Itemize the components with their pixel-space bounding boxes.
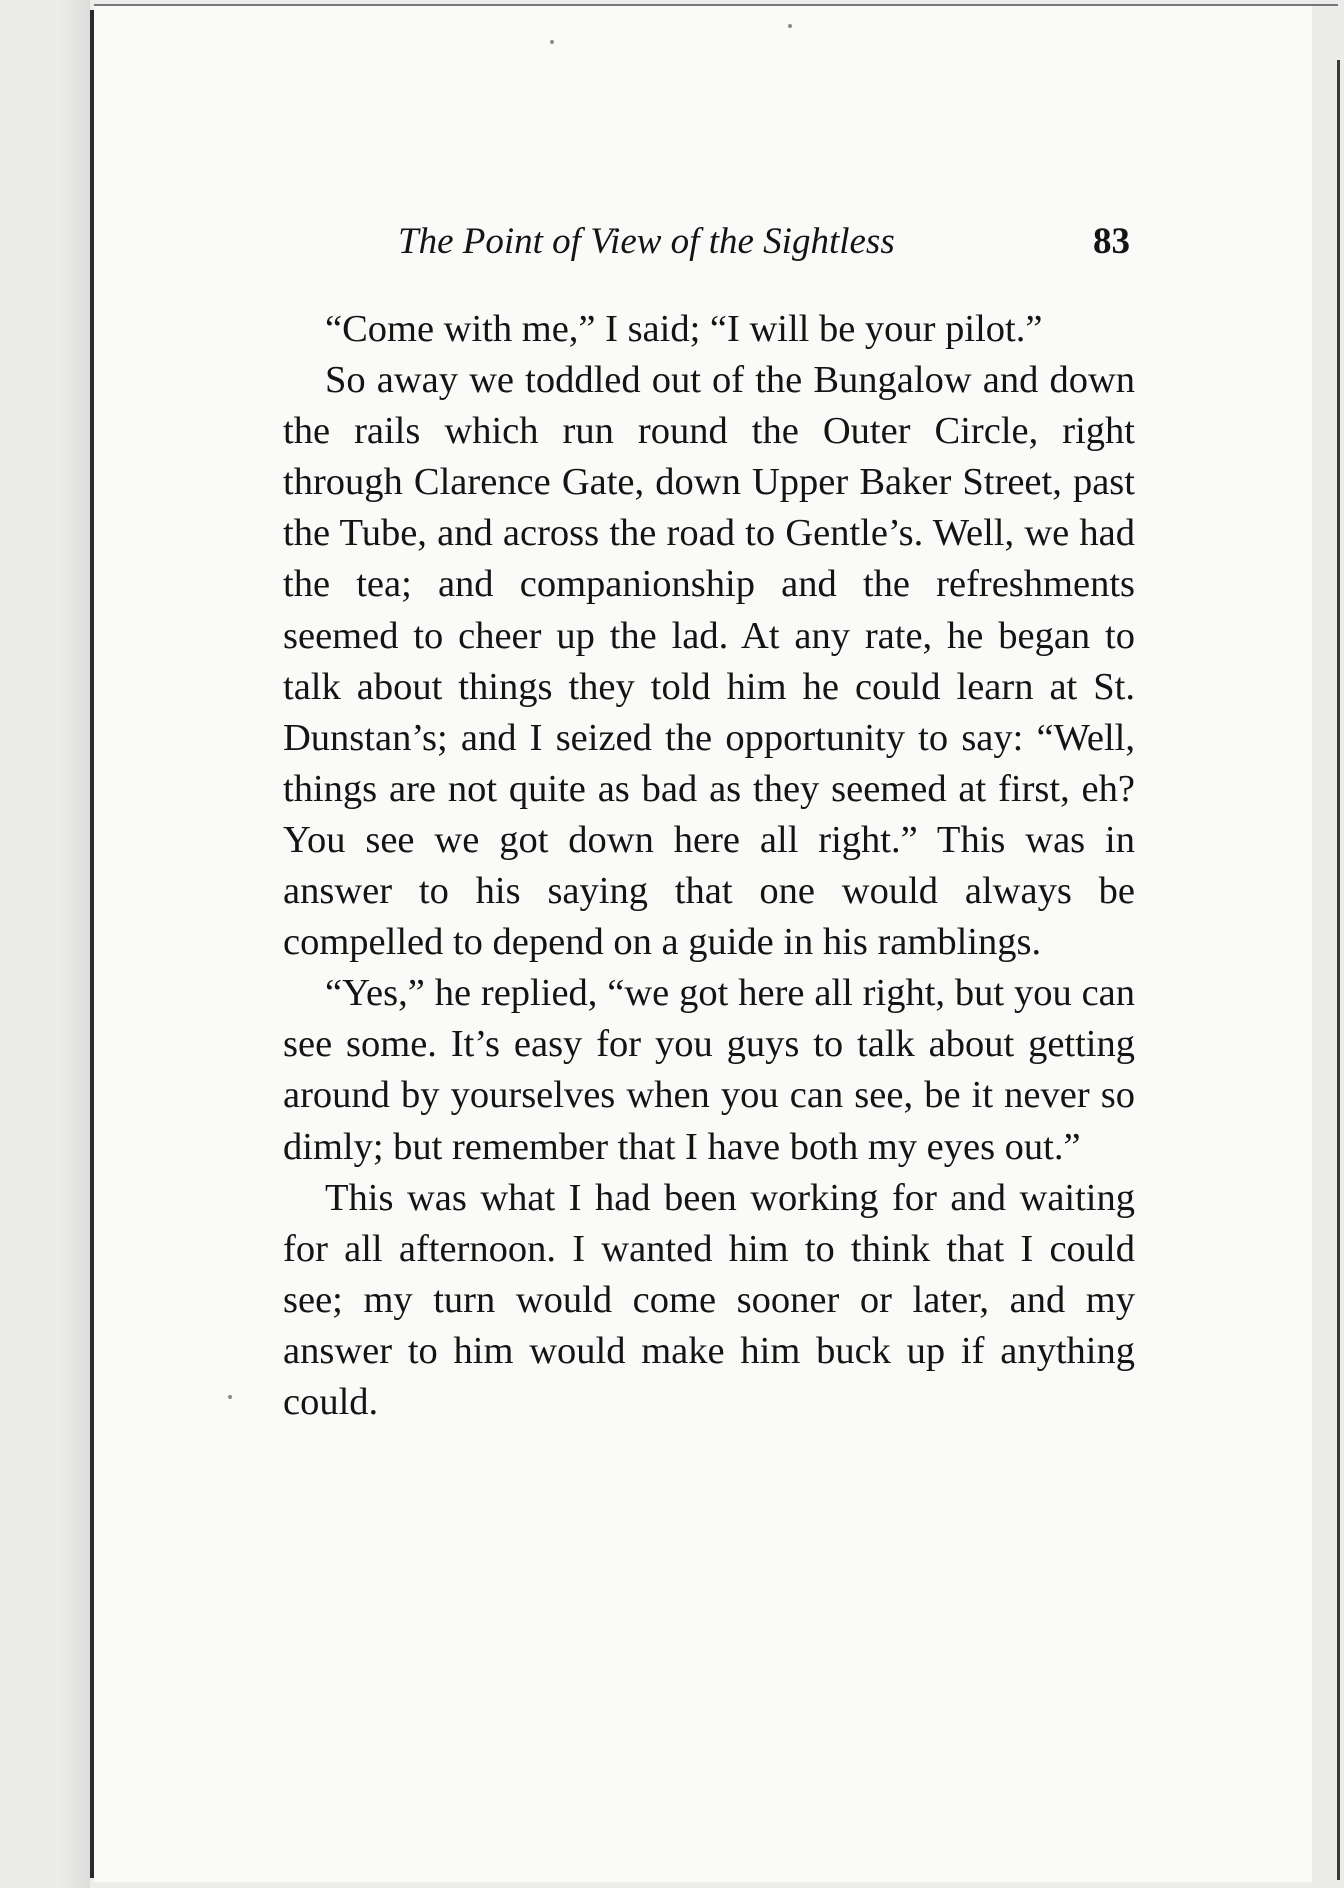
page-number: 83: [1093, 221, 1130, 262]
paper-speck: [550, 40, 554, 44]
page-header: [398, 212, 1130, 272]
spine-edge: [90, 10, 94, 1878]
spine-shadow: [60, 0, 90, 1888]
page-right-edge: [1337, 60, 1340, 1880]
paper-speck: [788, 24, 792, 28]
paragraph: This was what I had been working for and waiting for all afternoon. I wanted him to think that I could see; my turn would come sooner or later, and my answer to him would make him buck up if anything could.: [283, 1176, 1135, 1423]
page-top-edge: [94, 4, 1338, 6]
paragraph: So away we toddled out of the Bungalow and down the rails which run round the Outer Circle, right through Clarence Gate, down Upper Baker Street, past the Tube, and across the road to Gentle’s. Well, we had the tea; and companionship and the refreshments seemed to cheer up the lad. At any rate, he began to talk about things they told him he could learn at St. Dunstan’s; and I seized the opportunity to say: “Well, things are not quite as bad as they seemed at first, eh? You see we got down here all right.” This was in answer to his saying that one would always be compelled to depend on a guide in his ramblings.: [283, 359, 1135, 964]
running-head: The Point of View of the Sightless: [398, 221, 895, 262]
body-text: [283, 304, 1135, 1428]
paragraph: “Come with me,” I said; “I will be your pilot.”: [325, 308, 1043, 350]
paper-speck: [228, 1395, 232, 1399]
paragraph: “Yes,” he replied, “we got here all right, but you can see some. It’s easy for you guys to talk about getting around by yourselves when you can see, be it never so dimly; but remember that I have both my eyes out.”: [283, 972, 1135, 1168]
